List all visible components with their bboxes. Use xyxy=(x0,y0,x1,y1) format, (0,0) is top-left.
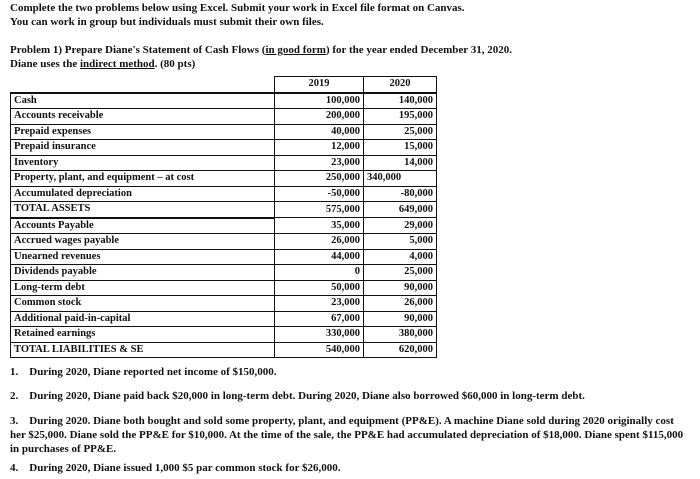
row-label: Prepaid insurance xyxy=(11,140,275,156)
value-2019: 26,000 xyxy=(275,234,364,250)
value-2020: 4,000 xyxy=(364,249,437,265)
table-header-row xyxy=(11,77,437,93)
row-label: Property, plant, and equipment – at cost xyxy=(11,171,275,187)
note-number: 1. xyxy=(10,366,19,378)
row-label: Common stock xyxy=(11,296,275,312)
value-2019: 23,000 xyxy=(275,296,364,312)
problem-text-b: ) for the year ended December 31, 2020. xyxy=(325,44,512,56)
table-row xyxy=(11,140,437,156)
value-2020: 380,000 xyxy=(364,327,437,343)
note-number: 3. xyxy=(10,415,19,427)
value-2019: 100,000 xyxy=(275,93,364,109)
problem-heading xyxy=(10,44,512,56)
instruction-line-1: Complete the two problems below using Excel. Submit your work in Excel file format on Canvas. xyxy=(10,2,465,14)
note-text: During 2020, Diane issued 1,000 $5 par common stock for $26,000. xyxy=(29,462,341,474)
table-row xyxy=(11,93,437,109)
note-number: 2. xyxy=(10,390,19,402)
note-number: 4. xyxy=(10,462,19,474)
table-row xyxy=(11,296,437,312)
value-2019: -50,000 xyxy=(275,186,364,202)
row-label: Unearned revenues xyxy=(11,249,275,265)
value-2019: 330,000 xyxy=(275,327,364,343)
row-label: Accrued wages payable xyxy=(11,234,275,250)
value-2020: 29,000 xyxy=(364,218,437,234)
value-2019: 0 xyxy=(275,265,364,281)
problem-text-a: Prepare Diane's Statement of Cash Flows ( xyxy=(62,44,266,56)
method-text-b: . (80 pts) xyxy=(154,58,196,70)
row-label: Accumulated depreciation xyxy=(11,186,275,202)
table-row xyxy=(11,109,437,125)
note-4 xyxy=(10,462,341,474)
value-2020: 14,000 xyxy=(364,155,437,171)
problem-method-line xyxy=(10,58,195,70)
value-2020: 25,000 xyxy=(364,265,437,281)
row-label: Long-term debt xyxy=(11,280,275,296)
note-text: During 2020, Diane reported net income of $150,000. xyxy=(29,366,277,378)
problem-prefix: Problem 1) xyxy=(10,44,63,56)
value-2020: 5,000 xyxy=(364,234,437,250)
value-2019: 12,000 xyxy=(275,140,364,156)
value-2020: 90,000 xyxy=(364,280,437,296)
row-label: Dividends payable xyxy=(11,265,275,281)
header-2020: 2020 xyxy=(364,77,437,93)
value-2019: 250,000 xyxy=(275,171,364,187)
value-2019: 50,000 xyxy=(275,280,364,296)
note-3 xyxy=(10,414,685,456)
value-2020: 340,000 xyxy=(364,171,437,187)
value-2020: 15,000 xyxy=(364,140,437,156)
note-text: During 2020. Diane both bought and sold some property, plant, and equipment (PP&E). A machine Diane sold during 2020 originally cost her $25,000. Diane sold the PP&E for $10,000. At the time of the sale, the PP&E had accumulated depreciation of $18,000. Diane spent $115,000 in purchases of PP&E. xyxy=(10,415,684,455)
header-2019: 2019 xyxy=(275,77,364,93)
value-2019: 44,000 xyxy=(275,249,364,265)
indirect-method-link[interactable]: indirect method xyxy=(79,58,155,70)
row-label: Accounts Payable xyxy=(11,218,275,234)
value-2020: 620,000 xyxy=(364,342,437,358)
row-label: Inventory xyxy=(11,155,275,171)
row-label: Accounts receivable xyxy=(11,109,275,125)
value-2019: 23,000 xyxy=(275,155,364,171)
table-row xyxy=(11,342,437,358)
in-good-form-link[interactable]: in good form xyxy=(265,44,326,56)
table-row xyxy=(11,265,437,281)
row-label: TOTAL ASSETS xyxy=(11,202,275,218)
row-label: Retained earnings xyxy=(11,327,275,343)
value-2019: 67,000 xyxy=(275,311,364,327)
table-row xyxy=(11,218,437,234)
table-row xyxy=(11,280,437,296)
value-2020: 25,000 xyxy=(364,124,437,140)
row-label: Additional paid-in-capital xyxy=(11,311,275,327)
table-row xyxy=(11,249,437,265)
table-row xyxy=(11,234,437,250)
value-2020: 195,000 xyxy=(364,109,437,125)
table-row xyxy=(11,327,437,343)
table-row xyxy=(11,311,437,327)
value-2019: 40,000 xyxy=(275,124,364,140)
value-2019: 540,000 xyxy=(275,342,364,358)
note-2 xyxy=(10,390,585,402)
value-2020: 140,000 xyxy=(364,93,437,109)
balance-sheet-table xyxy=(10,76,437,358)
note-text: During 2020, Diane paid back $20,000 in long-term debt. During 2020, Diane also borrowed $60,000 in long-term debt. xyxy=(29,390,585,402)
table-row xyxy=(11,155,437,171)
note-1 xyxy=(10,366,277,378)
table-row xyxy=(11,202,437,218)
row-label: Prepaid expenses xyxy=(11,124,275,140)
value-2019: 200,000 xyxy=(275,109,364,125)
row-label: TOTAL LIABILITIES & SE xyxy=(11,342,275,358)
value-2019: 35,000 xyxy=(275,218,364,234)
table-row xyxy=(11,186,437,202)
row-label: Cash xyxy=(11,93,275,109)
header-label-cell xyxy=(11,77,275,93)
table-row xyxy=(11,124,437,140)
value-2020: 649,000 xyxy=(364,202,437,218)
method-text-a: Diane uses the xyxy=(10,58,80,70)
value-2020: 26,000 xyxy=(364,296,437,312)
value-2020: 90,000 xyxy=(364,311,437,327)
value-2019: 575,000 xyxy=(275,202,364,218)
table-row xyxy=(11,171,437,187)
value-2020: -80,000 xyxy=(364,186,437,202)
instruction-line-2: You can work in group but individuals must submit their own files. xyxy=(10,16,324,28)
